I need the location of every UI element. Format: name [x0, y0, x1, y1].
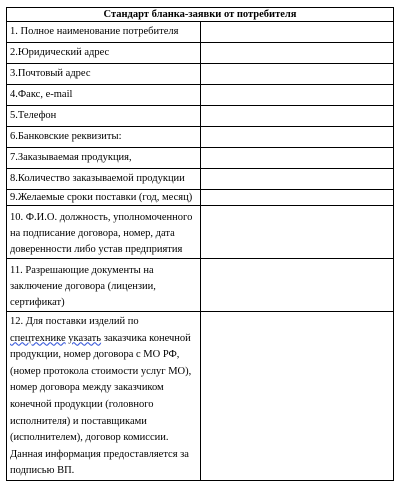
spellcheck-word: указать — [68, 332, 102, 344]
row-label: 4.Факс, e-mail — [7, 85, 201, 106]
row-value-field[interactable] — [200, 312, 394, 481]
row-value-field[interactable] — [200, 22, 394, 43]
row-label: 1. Полное наименование потребителя — [7, 22, 201, 43]
row-value-field[interactable] — [200, 106, 394, 127]
row-label: 10. Ф.И.О. должность, уполномоченного на подписание договора, номер, дата доверенности либо устав предприятия — [7, 206, 201, 259]
form-row-3 — [7, 64, 394, 85]
row-label: 9.Желаемые сроки поставки (год, месяц) — [7, 190, 201, 206]
form-row-5 — [7, 106, 394, 127]
row-label — [7, 312, 201, 481]
row-value-field[interactable] — [200, 64, 394, 85]
form-title: Стандарт бланка-заявки от потребителя — [7, 8, 394, 22]
form-row-7 — [7, 148, 394, 169]
title-row — [7, 8, 394, 22]
row-label: 8.Количество заказываемой продукции — [7, 169, 201, 190]
row-label-part: заказчика конечной продукции, номер договора с МО РФ, (номер протокола стоимости услуг МО), номер договора между заказчиком конечной продукции (головного исполнителя) и поставщиками (исполнителем), договор комиссии. Данная информация предоставляется за подписью ВП. — [10, 332, 192, 477]
form-row-9 — [7, 190, 394, 206]
row-value-field[interactable] — [200, 190, 394, 206]
row-value-field[interactable] — [200, 148, 394, 169]
row-value-field[interactable] — [200, 85, 394, 106]
form-row-1 — [7, 22, 394, 43]
row-label: 7.Заказываемая продукция, — [7, 148, 201, 169]
row-value-field[interactable] — [200, 206, 394, 259]
row-label: 6.Банковские реквизиты: — [7, 127, 201, 148]
row-value-field[interactable] — [200, 43, 394, 64]
row-label: 11. Разрешающие документы на заключение договора (лицензии, сертификат) — [7, 259, 201, 312]
row-label: 3.Почтовый адрес — [7, 64, 201, 85]
row-value-field[interactable] — [200, 259, 394, 312]
form-row-2 — [7, 43, 394, 64]
row-value-field[interactable] — [200, 169, 394, 190]
form-row-11 — [7, 259, 394, 312]
form-row-10 — [7, 206, 394, 259]
form-row-8 — [7, 169, 394, 190]
spellcheck-word: спецтехнике — [10, 332, 66, 344]
form-row-4 — [7, 85, 394, 106]
row-label-part: 12. Для поставки изделий по — [10, 316, 139, 327]
row-value-field[interactable] — [200, 127, 394, 148]
form-row-12 — [7, 312, 394, 481]
row-label: 5.Телефон — [7, 106, 201, 127]
order-form-table — [6, 7, 394, 481]
row-label: 2.Юридический адрес — [7, 43, 201, 64]
form-row-6 — [7, 127, 394, 148]
